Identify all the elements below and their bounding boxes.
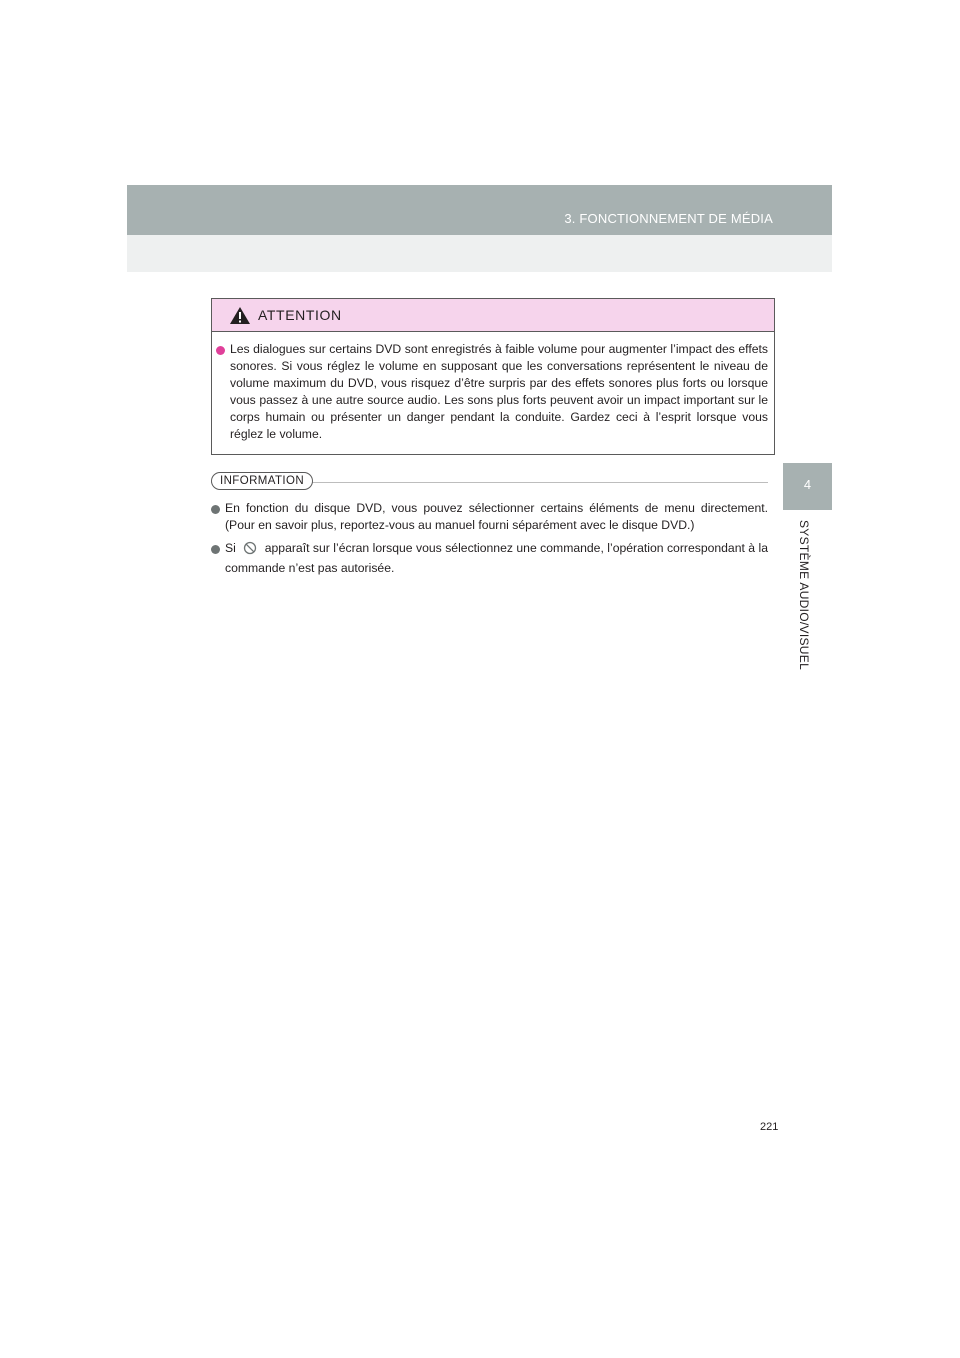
information-body (211, 500, 768, 577)
header-subband (127, 235, 832, 272)
chapter-tab (783, 463, 832, 510)
warning-body (216, 341, 768, 443)
section-title: 3. FONCTIONNEMENT DE MÉDIA (564, 211, 773, 226)
warning-item (216, 341, 768, 443)
header-band (127, 185, 832, 235)
information-item (211, 500, 768, 534)
bullet-icon (211, 505, 220, 514)
warning-header (212, 299, 774, 332)
information-text-2-before: Si (225, 541, 236, 555)
information-text-1: En fonction du disque DVD, vous pouvez sélectionner certains éléments de menu directement. (Pour en savoir plus, reportez-vous au manuel fourni séparément avec le disque DVD.) (225, 501, 768, 532)
prohibited-icon (243, 541, 257, 560)
warning-box (211, 298, 775, 455)
information-title: INFORMATION (211, 472, 313, 490)
chapter-number: 4 (803, 477, 812, 492)
bullet-icon (216, 346, 225, 355)
information-text-2-after: apparaît sur l’écran lorsque vous sélectionnez une commande, l’opération correspondant à la commande n’est pas autorisée. (225, 541, 769, 575)
warning-title: ATTENTION (258, 307, 342, 323)
bullet-icon (211, 545, 220, 554)
information-item (211, 540, 768, 577)
chapter-label: SYSTÈME AUDIO/VISUEL (797, 520, 811, 671)
warning-text: Les dialogues sur certains DVD sont enregistrés à faible volume pour augmenter l’impact des effets sonores. Si vous réglez le volume en supposant que les conversations représentent le niveau de volume maximum du DVD, vous risquez d’être surpris par des effets sonores plus forts ou lorsque vous passez à une autre source audio. Les sons plus forts peuvent avoir un impact important sur le corps humain ou présenter un danger pendant la conduite. Gardez ceci à l’esprit lorsque vous réglez le volume. (230, 342, 768, 441)
information-section (211, 471, 768, 583)
page-number: 221 (760, 1121, 779, 1133)
warning-triangle-icon (230, 307, 250, 329)
